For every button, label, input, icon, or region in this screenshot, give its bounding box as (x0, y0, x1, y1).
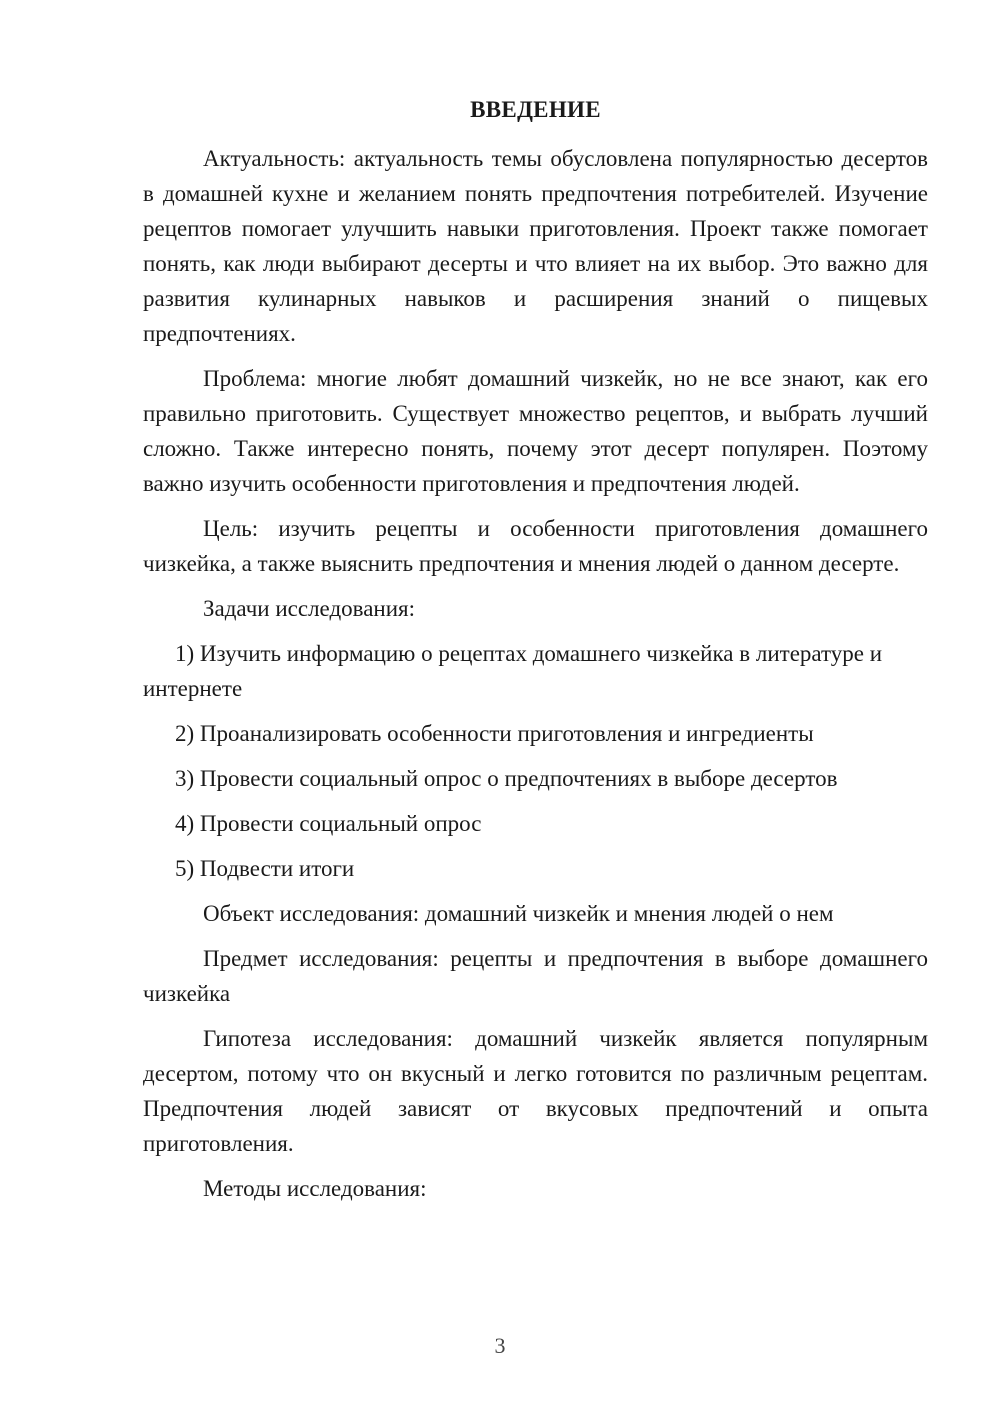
paragraph-goal: Цель: изучить рецепты и особенности приготовления домашнего чизкейка, а также выяснить предпочтения и мнения людей о данном десерте. (143, 516, 928, 576)
paragraph-subject: Предмет исследования: рецепты и предпочтения в выборе домашнего чизкейка (143, 946, 928, 1006)
task-item: 3) Провести социальный опрос о предпочтениях в выборе десертов (175, 766, 838, 791)
paragraph-relevance: Актуальность: актуальность темы обусловлена популярностью десертов в домашней кухне и желанием понять предпочтения потребителей. Изучение рецептов помогает улучшить навыки приготовления. Проект также помогает понять, как люди выбирают десерты и что влияет на их выбор. Это важно для развития кулинарных навыков и расширения знаний о пищевых предпочтениях. (143, 146, 928, 346)
task-item: 1) Изучить информацию о рецептах домашнего чизкейка в литературе и интернете (143, 641, 883, 701)
paragraph-hypothesis: Гипотеза исследования: домашний чизкейк является популярным десертом, потому что он вкусный и легко готовится по различным рецептам. Предпочтения людей зависят от вкусовых предпочтений и опыта приготовления. (143, 1026, 928, 1156)
task-item: 2) Проанализировать особенности приготовления и ингредиенты (175, 721, 814, 746)
task-item: 4) Провести социальный опрос (175, 811, 482, 836)
tasks-heading: Задачи исследования: (203, 596, 416, 621)
paragraph-problem: Проблема: многие любят домашний чизкейк, но не все знают, как его правильно приготовить. Существует множество рецептов, и выбрать лучший сложно. Также интересно понять, почему этот десерт популярен. Поэтому важно изучить особенности приготовления и предпочтения людей. (143, 366, 928, 496)
task-item: 5) Подвести итоги (175, 856, 355, 881)
paragraph-methods: Методы исследования: (203, 1176, 427, 1201)
page-content (143, 92, 928, 1216)
page-title: ВВЕДЕНИЕ (470, 97, 601, 122)
paragraph-object: Объект исследования: домашний чизкейк и мнения людей о нем (203, 901, 834, 926)
page-number: 3 (494, 1333, 506, 1358)
